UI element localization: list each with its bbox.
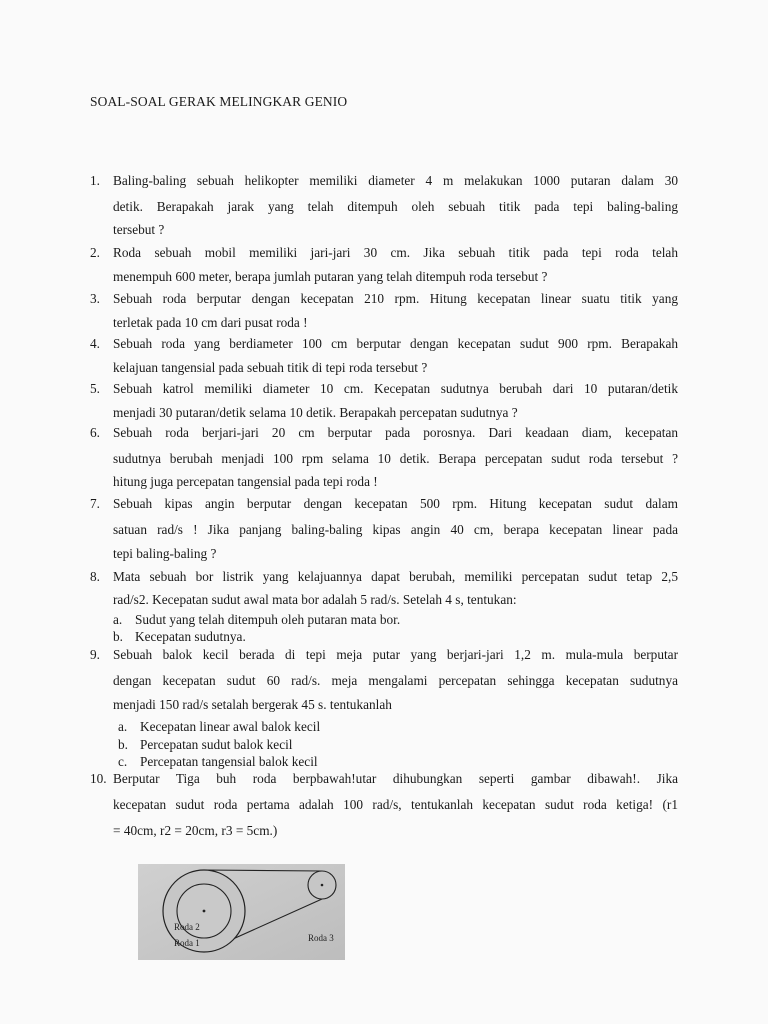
question-line: sudutnya berubah menjadi 100 rpm selama 10 detik. Berapa percepatan sudut roda tersebut ? [113, 451, 678, 466]
question-1 [90, 168, 678, 240]
sub-item-letter: c. [118, 754, 128, 769]
question-line: Baling-baling sebuah helikopter memiliki diameter 4 m melakukan 1000 putaran dalam 30 [113, 173, 678, 188]
question-line: kelajuan tangensial pada sebuah titik di tepi roda tersebut ? [113, 360, 428, 375]
sub-item-letter: b. [118, 737, 128, 752]
question-line: dengan kecepatan sudut 60 rad/s. meja mengalami percepatan sehingga kecepatan sudutnya [113, 673, 678, 688]
question-line: Roda sebuah mobil memiliki jari-jari 30 cm. Jika sebuah titik pada tepi roda telah [113, 245, 678, 260]
sub-item-text: Percepatan tangensial balok kecil [140, 754, 318, 769]
roda-3-center-dot [321, 884, 324, 887]
question-line: Sebuah kipas angin berputar dengan kecepatan 500 rpm. Hitung kecepatan sudut dalam [113, 496, 678, 511]
roda-1-label: Roda 1 [174, 938, 200, 948]
question-number: 10. [90, 771, 107, 786]
question-number: 6. [90, 425, 100, 440]
question-3 [90, 286, 678, 334]
question-line: menjadi 30 putaran/detik selama 10 detik. Berapakah percepatan sudutnya ? [113, 405, 518, 420]
pulley-figure [138, 864, 345, 960]
question-line: satuan rad/s ! Jika panjang baling-baling kipas angin 40 cm, berapa kecepatan linear pada [113, 522, 678, 537]
question-line: Sebuah balok kecil berada di tepi meja putar yang berjari-jari 1,2 m. mula-mula berputar [113, 647, 678, 662]
question-line: Sebuah katrol memiliki diameter 10 cm. Kecepatan sudutnya berubah dari 10 putaran/detik [113, 381, 678, 396]
question-7 [90, 491, 678, 565]
question-line: hitung juga percepatan tangensial pada tepi roda ! [113, 474, 378, 489]
question-9 [90, 642, 678, 716]
sub-item [118, 718, 320, 735]
sub-item-text: Kecepatan linear awal balok kecil [140, 719, 321, 734]
sub-item-letter: a. [118, 719, 128, 734]
question-6 [90, 420, 678, 492]
question-number: 5. [90, 381, 100, 396]
question-number: 3. [90, 291, 100, 306]
question-8 [90, 564, 678, 610]
question-number: 7. [90, 496, 100, 511]
question-line: tersebut ? [113, 222, 165, 237]
sub-item [118, 736, 293, 753]
question-line: tepi baling-baling ? [113, 546, 217, 561]
sub-item-text: Kecepatan sudutnya. [135, 629, 246, 644]
question-line: detik. Berapakah jarak yang telah ditempuh oleh sebuah titik pada tepi baling-baling [113, 199, 678, 214]
question-number: 2. [90, 245, 100, 260]
question-line: kecepatan sudut roda pertama adalah 100 rad/s, tentukanlah kecepatan sudut roda ketiga! (r1 [113, 797, 678, 812]
question-line: Sebuah roda berputar dengan kecepatan 210 rpm. Hitung kecepatan linear suatu titik yang [113, 291, 678, 306]
roda-center-dot [203, 910, 206, 913]
question-line: menempuh 600 meter, berapa jumlah putaran yang telah ditempuh roda tersebut ? [113, 269, 548, 284]
roda-2-label: Roda 2 [174, 922, 200, 932]
question-4 [90, 331, 678, 379]
page-title: SOAL-SOAL GERAK MELINGKAR GENIO [90, 94, 348, 109]
question-2 [90, 240, 678, 288]
question-line: = 40cm, r2 = 20cm, r3 = 5cm.) [113, 823, 278, 838]
sub-item-letter: a. [113, 612, 123, 627]
question-number: 4. [90, 336, 100, 351]
question-line: Mata sebuah bor listrik yang kelajuannya dapat berubah, memiliki percepatan sudut tetap 2,5 [113, 569, 678, 584]
sub-item-text: Sudut yang telah ditempuh oleh putaran mata bor. [135, 612, 401, 627]
question-number: 9. [90, 647, 100, 662]
question-line: terletak pada 10 cm dari pusat roda ! [113, 315, 308, 330]
sub-item-text: Percepatan sudut balok kecil [140, 737, 293, 752]
question-line: Sebuah roda yang berdiameter 100 cm berputar dengan kecepatan sudut 900 rpm. Berapakah [113, 336, 678, 351]
question-line: Berputar Tiga buh roda berpbawah!utar dihubungkan seperti gambar dibawah!. Jika [113, 771, 678, 786]
question-10 [90, 766, 678, 844]
question-line: Sebuah roda berjari-jari 20 cm berputar pada porosnya. Dari keadaan diam, kecepatan [113, 425, 678, 440]
question-line: menjadi 150 rad/s setalah bergerak 45 s. tentukanlah [113, 697, 392, 712]
sub-item [113, 611, 400, 628]
question-number: 1. [90, 173, 100, 188]
sub-item-letter: b. [113, 629, 123, 644]
question-number: 8. [90, 569, 100, 584]
question-5 [90, 376, 678, 424]
roda-3-label: Roda 3 [308, 933, 334, 943]
question-line: rad/s2. Kecepatan sudut awal mata bor adalah 5 rad/s. Setelah 4 s, tentukan: [113, 592, 517, 607]
